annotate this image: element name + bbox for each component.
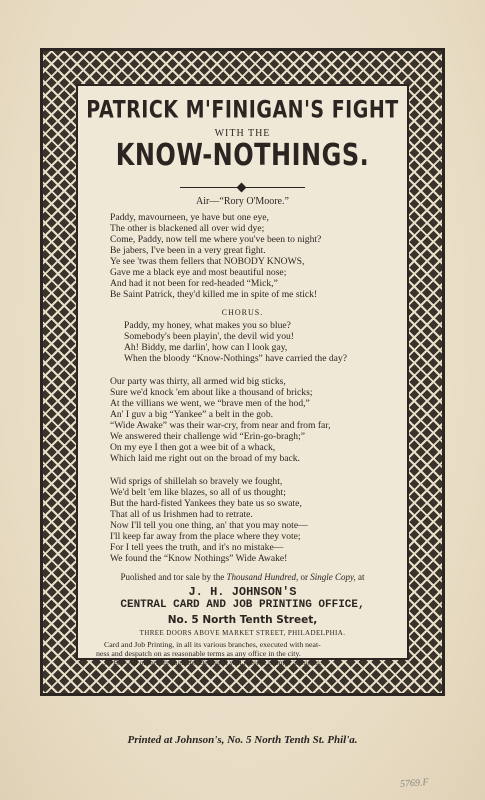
verse-line: Sure we'd knock 'em about like a thousand of bricks; [110, 387, 313, 398]
verse-line: Our party was thirty, all armed wid big sticks, [110, 376, 286, 387]
catalog-mark: 5769.F [399, 777, 429, 790]
verse-line: At the villians we went, we “brave men of the hod,” [110, 398, 310, 409]
verse-line: We'd belt 'em like blazes, so all of us thought; [110, 487, 286, 498]
verse-line: Come, Paddy, now tell me where you've been to night? [110, 234, 322, 245]
title-line-1: PATRICK M'FINIGAN'S FIGHT [86, 96, 399, 124]
verse-line: I'll keep far away from the place where they vote; [110, 531, 301, 542]
fine-print-2: ness and despatch on as reasonable terms as any office in the city. [96, 649, 301, 658]
title-line-2: WITH THE [214, 128, 271, 139]
publisher-at: at [355, 572, 365, 582]
verse-line: Be jabers, I've been in a very great fight. [110, 245, 266, 256]
verse-3 [110, 476, 308, 564]
verse-line: Paddy, mavourneen, ye have but one eye, [110, 212, 269, 223]
chorus-line: Ah! Biddy, me darlin', how can I look gay, [124, 342, 288, 353]
publisher-or: or [298, 572, 311, 582]
publisher-prefix: Puolished and tor sale by the [120, 572, 227, 582]
verse-line: Ye see 'twas them fellers that NOBODY KNOWS, [110, 256, 305, 267]
nb-label: N. B. [104, 658, 120, 667]
chorus [124, 320, 347, 364]
verse-line: For I tell yees the truth, and it's no mistake— [110, 542, 284, 553]
verse-line: Which laid me right out on the broad of my back. [110, 453, 300, 464]
publisher-name: J. H. JOHNSON'S [188, 585, 297, 599]
chorus-line: Paddy, my honey, what makes you so blue? [124, 320, 291, 331]
verse-line: And had it not been for red-headed “Mick,” [110, 278, 278, 289]
nota-bene [104, 658, 322, 667]
publisher-single: Single Copy, [310, 572, 356, 582]
verse-2 [110, 376, 330, 464]
verse-line: “Wide Awake” was their war-cry, from near and from far, [110, 420, 331, 431]
chorus-line: When the bloody “Know-Nothings” have carried the day? [124, 353, 347, 364]
verse-1 [110, 212, 321, 300]
publisher-location: THREE DOORS ABOVE MARKET STREET, PHILADELPHIA. [139, 629, 346, 637]
verse-line: Gave me a black eye and most beautiful nose; [110, 267, 287, 278]
verse-line: We answered their challenge wid “Erin-go-bragh;” [110, 431, 306, 442]
title-line-3: KNOW-NOTHINGS. [115, 137, 370, 173]
chorus-line: Somebody's been playin', the devil wid you! [124, 331, 294, 342]
verse-line: That all of us Irishmen had to retrate. [110, 509, 253, 520]
publisher-address: No. 5 North Tenth Street, [167, 614, 318, 626]
verse-line: Be Saint Patrick, they'd killed me in spite of me stick! [110, 289, 318, 300]
verse-line: On my eye I then got a wee bit of a whack, [110, 442, 276, 453]
verse-line: An' I guv a big “Yankee” a belt in the gob. [110, 409, 274, 420]
fine-print-1: Card and Job Printing, in all its various branches, executed with neat- [104, 640, 321, 649]
verse-line: Now I'll tell you one thing, an' that you may note— [110, 520, 308, 531]
nb-text: —All orders through the Despatch will receive prompt attention. [119, 658, 322, 667]
verse-line: Wid sprigs of shillelah so bravely we fought, [110, 476, 283, 487]
publisher-office: CENTRAL CARD AND JOB PRINTING OFFICE, [120, 599, 365, 611]
chorus-label: CHORUS. [221, 308, 264, 317]
publisher-line [78, 572, 407, 582]
verse-line: But the hard-fisted Yankees they bate us so swate, [110, 498, 302, 509]
verse-line: We found the “Know Nothings” Wide Awake! [110, 553, 288, 564]
air-line: Air—“Rory O'Moore.” [196, 196, 289, 207]
printer-footer: Printed at Johnson's, No. 5 North Tenth St. Phil'a. [127, 734, 358, 746]
verse-line: The other is blackened all over wid dye; [110, 223, 265, 234]
publisher-quantity: Thousand Hundred, [226, 572, 299, 582]
